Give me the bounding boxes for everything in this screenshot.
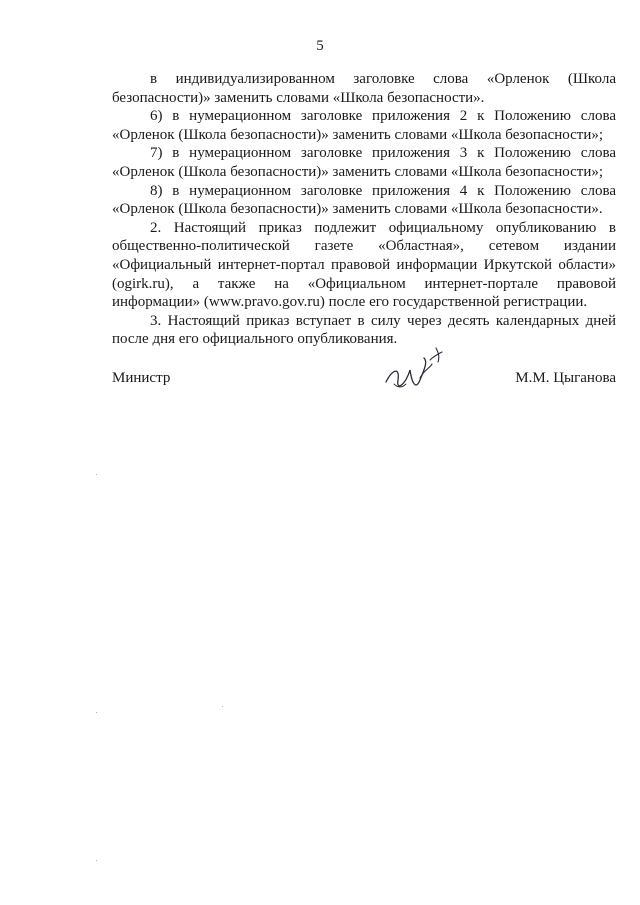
- signer-name: М.М. Цыганова: [515, 370, 616, 386]
- scan-speck: [222, 706, 223, 707]
- paragraph-heading-replacement: в индивидуализированном заголовке слова «Орленок (Школа безопасности)» заменить словами «Школа безопасности».: [112, 71, 616, 106]
- paragraph-effective-date: 3. Настоящий приказ вступает в силу через десять календарных дней после дня его официального опубликования.: [112, 312, 616, 348]
- scan-speck: [96, 860, 97, 861]
- scan-speck: [96, 712, 97, 713]
- paragraph-item-7: 7) в нумерационном заголовке приложения 3 к Положению слова «Орленок (Школа безопасности)» заменить словами «Школа безопасности»;: [112, 145, 616, 180]
- paragraph-item-6: 6) в нумерационном заголовке приложения 2 к Положению слова «Орленок (Школа безопасности)» заменить словами «Школа безопасности»;: [112, 108, 616, 143]
- signer-title: Министр: [112, 370, 171, 386]
- handwritten-signature: [380, 340, 450, 400]
- document-body: [112, 70, 616, 349]
- scan-speck: [96, 474, 97, 475]
- paragraph-item-8: 8) в нумерационном заголовке приложения 4 к Положению слова «Орленок (Школа безопасности)» заменить словами «Школа безопасности».: [112, 182, 616, 218]
- paragraph-publication: 2. Настоящий приказ подлежит официальному опубликованию в общественно-политической газете «Областная», сетевом издании «Официальный интернет-портал правовой информации Иркутской области» (ogirk.ru), а также на «Официальном интернет-портале правовой информации» (www.pravo.gov.ru) после его государственной регистрации.: [112, 219, 616, 311]
- page-number: 5: [316, 38, 324, 54]
